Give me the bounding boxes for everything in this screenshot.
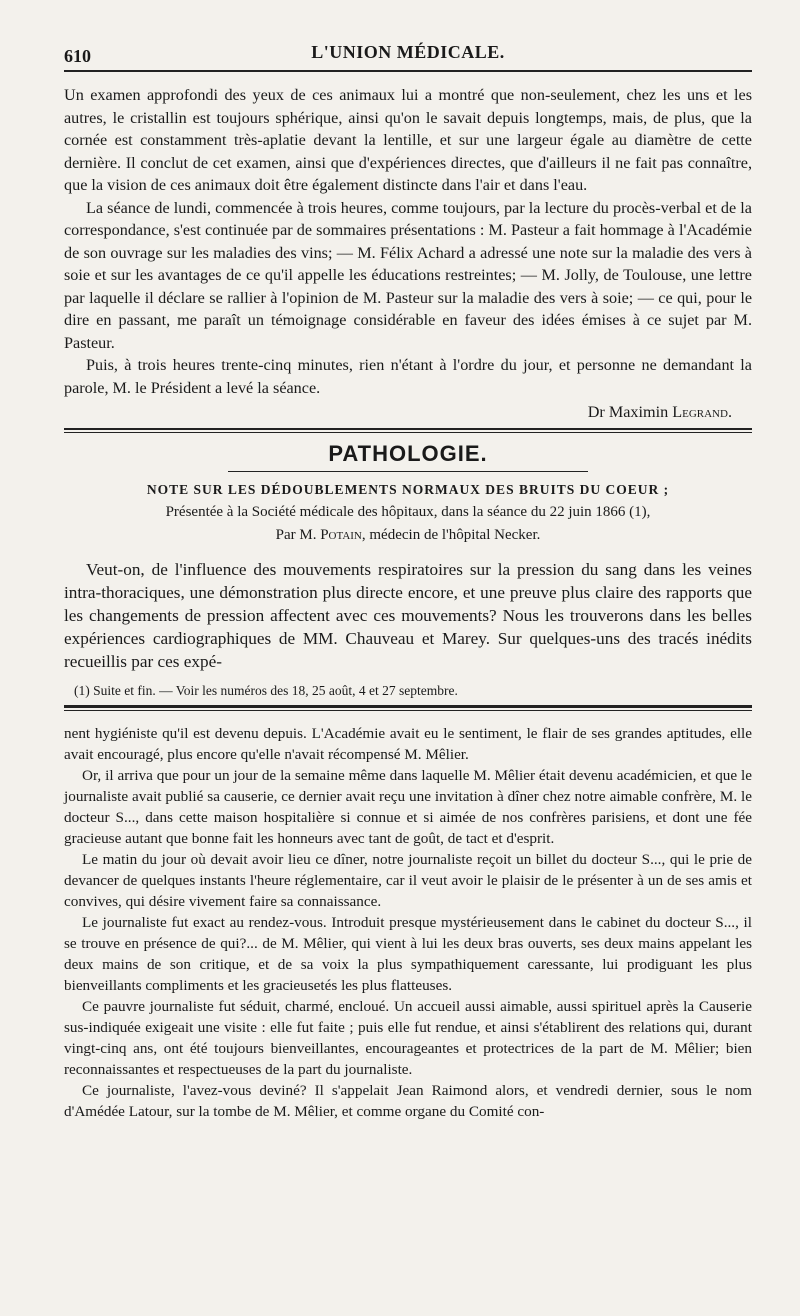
feuilleton: [64, 723, 752, 1122]
article-author: [64, 527, 752, 544]
paragraph: La séance de lundi, commencée à trois heures, comme toujours, par la lecture du procès-verbal et de la correspondance, s'est continuée par de sommaires présentations : M. Pasteur a fait hommage à l'Académie de son ouvrage sur les maladies des vins; — M. Félix Achard a adressé une note sur la maladie des vers à soie et sur les avantages de ce qu'il appelle les éducations restreintes; — M. Jolly, de Toulouse, une lettre par laquelle il déclare se rallier à l'opinion de M. Pasteur sur la maladie des vers à soie; — ce qui, pour le dire en passant, me paraît un témoignage considérable en faveur des idées émises à ce sujet par M. Pasteur.: [64, 198, 752, 352]
feuilleton-paragraph: Ce journaliste, l'avez-vous deviné? Il s'appelait Jean Raimond alors, et vendredi dernier, sous le nom d'Amédée Latour, sur la tombe de M. Mêlier, et comme organe du Comité con-: [64, 1082, 752, 1120]
signature-prefix: Dr Maximin: [587, 403, 673, 421]
section-title: PATHOLOGIE.: [328, 441, 488, 466]
feuilleton-divider: [64, 705, 752, 711]
title-rule: [228, 471, 588, 472]
article-body: Veut-on, de l'influence des mouvements respiratoires sur la pression du sang dans les veines intra-thoraciques, une démonstration plus directe encore, et une preuve plus claire des rapports que les changements de pression affectent avec ces mouvements? Nous les trouverons dans les belles expériences cardiographiques de MM. Chauveau et Marey. Sur quelques-uns des tracés inédits recueillis par ces expé-: [64, 560, 752, 671]
article-title: NOTE SUR LES DÉDOUBLEMENTS NORMAUX DES BRUITS DU COEUR ;: [146, 482, 670, 497]
author-prefix: Par M.: [275, 527, 321, 543]
academy-report: [64, 84, 752, 422]
section-divider: [64, 428, 752, 433]
author-name: Potain: [320, 527, 362, 543]
article-subtitle: Présentée à la Société médicale des hôpitaux, dans la séance du 22 juin 1866 (1),: [165, 504, 651, 520]
paragraph: Puis, à trois heures trente-cinq minutes, rien n'étant à l'ordre du jour, et personne ne demandant la parole, M. le Président a levé la séance.: [64, 356, 752, 397]
running-head: [64, 40, 752, 72]
footnote: (1) Suite et fin. — Voir les numéros des 18, 25 août, 4 et 27 septembre.: [74, 683, 458, 698]
journal-title: L'UNION MÉDICALE.: [311, 42, 505, 62]
feuilleton-paragraph: Le matin du jour où devait avoir lieu ce dîner, notre journaliste reçoit un billet du docteur S..., qui le prie de devancer de quelques instants l'heure réglementaire, car il veut avoir le plaisir de le présenter à un de ses amis et convives, qui désire vivement faire sa connaissance.: [64, 851, 752, 910]
feuilleton-paragraph: Or, il arriva que pour un jour de la semaine même dans laquelle M. Mêlier était devenu académicien, et que le journaliste avait publié sa causerie, ce dernier avait reçu une invitation à dîner chez notre aimable confrère, M. le docteur S..., dans cette maison hospitalière si connue et si aimée de nos confrères parisiens, et dont une fée gracieuse autant que bonne fait les honneurs avec tant de goût, de tact et d'esprit.: [64, 767, 752, 847]
author-suffix: , médecin de l'hôpital Necker.: [361, 527, 541, 543]
signature: [64, 403, 732, 422]
feuilleton-paragraph: Le journaliste fut exact au rendez-vous. Introduit presque mystérieusement dans le cabinet du docteur S..., il se trouve en présence de qui?... de M. Mêlier, qui vient à lui les deux bras ouverts, ses deux mains appelant les deux mains de son critique, et de sa voix la plus sympathiquement caressante, lui prodiguant les plus bienveillants compliments et les gracieusetés les plus flatteuses.: [64, 914, 752, 994]
feuilleton-paragraph: Ce pauvre journaliste fut séduit, charmé, encloué. Un accueil aussi aimable, aussi spirituel après la Causerie sus-indiquée exigeait une visite : elle fut faite ; puis elle fut rendue, et ainsi s'établirent des relations qui, durant vingt-cinq ans, ont été toujours bienveillantes, encourageantes et protectrices de la part de M. Mêlier; bien reconnaissantes et respectueuses de la part du journaliste.: [64, 998, 752, 1078]
signature-name: Legrand.: [672, 403, 732, 421]
paragraph: Un examen approfondi des yeux de ces animaux lui a montré que non-seulement, chez les uns et les autres, le cristallin est toujours sphérique, ainsi qu'on le savait depuis longtemps, mais, de plus, que la cornée est constamment très-aplatie devant la lentille, et sur une largeur égale au diamètre de cette dernière. Il conclut de cet examen, ainsi que d'expériences directes, que d'ailleurs il ne fait pas connaître, que la vision de ces animaux doit être également distincte dans l'air et dans l'eau.: [64, 86, 752, 194]
page-number: 610: [64, 46, 91, 66]
feuilleton-paragraph: nent hygiéniste qu'il est devenu depuis. L'Académie avait eu le sentiment, le flair de ses grandes aptitudes, elle avait encouragé, plus encore qu'elle n'avait récompensé M. Mêlier.: [64, 725, 752, 763]
